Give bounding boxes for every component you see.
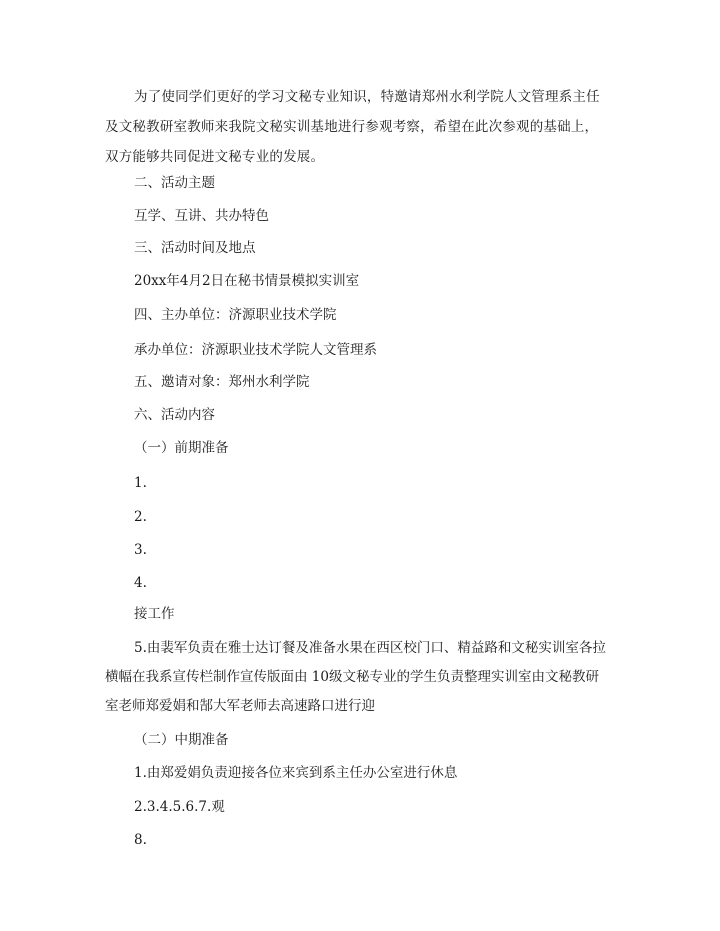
prep1-heading: （一）前期准备 [134, 440, 229, 456]
list-item-3: 3. [134, 542, 147, 558]
theme-heading: 二、活动主题 [134, 175, 215, 191]
mid-item-8: 8. [134, 832, 147, 848]
list-item-2: 2. [134, 509, 147, 525]
theme-text: 互学、互讲、共办特色 [134, 208, 269, 224]
host-unit: 四、主办单位：济源职业技术学院 [134, 307, 337, 323]
prep2-heading: （二）中期准备 [134, 732, 229, 748]
invitee: 五、邀请对象：郑州水利学院 [134, 374, 310, 390]
list-item-4: 4. [134, 575, 147, 591]
mid-item-1: 1.由郑爱娟负责迎接各位来宾到系主任办公室进行休息 [134, 765, 458, 781]
content-heading: 六、活动内容 [134, 407, 215, 423]
mid-items-2-7: 2.3.4.5.6.7.观 [134, 799, 225, 815]
list-item-1: 1. [134, 475, 147, 491]
time-text: 20xx年4月2日在秘书情景模拟实训室 [134, 273, 360, 289]
intro-paragraph: 为了使同学们更好的学习文秘专业知识，特邀请郑州水利学院人文管理系主任及文秘教研室教师来我院文秘实训基地进行参观考察，希望在此次参观的基础上，双方能够共同促进文秘专业的发展。 [105, 89, 600, 165]
time-heading: 三、活动时间及地点 [134, 240, 256, 256]
jie-gongzuo: 接工作 [134, 606, 175, 622]
list-item-5: 5.由裴军负责在雅士达订餐及准备水果在西区校门口、精益路和文秘实训室各拉横幅在我系宣传栏制作宣传版面由 10级文秘专业的学生负责整理实训室由文秘教研室老师郑爱娟和郜大军老师去高速路口进行迎 [105, 640, 606, 714]
organizer-unit: 承办单位：济源职业技术学院人文管理系 [134, 342, 377, 358]
